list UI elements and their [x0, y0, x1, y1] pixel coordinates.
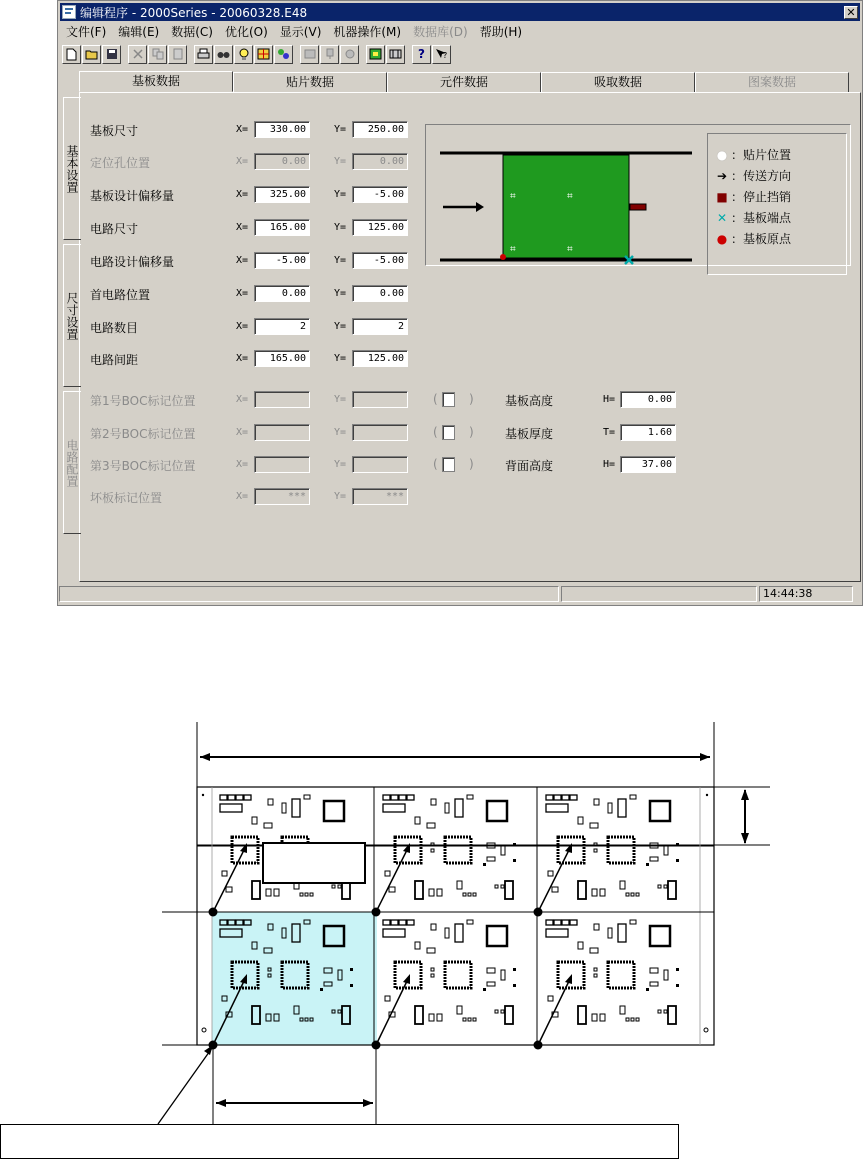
svg-text:?: ? — [443, 51, 448, 60]
nozzle-icon[interactable] — [320, 45, 339, 64]
board-rect — [503, 155, 629, 258]
row-label: 电路设计偏移量 — [90, 255, 175, 269]
app-icon — [62, 5, 76, 19]
caption-leader — [158, 1048, 212, 1124]
bar-icon[interactable] — [386, 45, 405, 64]
placement-mark: ⌗ — [510, 191, 516, 202]
paren-close: ) — [469, 392, 474, 406]
menu-edit[interactable]: 编辑(E) — [118, 24, 160, 39]
x-value-field[interactable] — [254, 391, 310, 408]
x-value-field[interactable]: 2 — [254, 318, 310, 335]
y-value-field[interactable]: -5.00 — [352, 252, 408, 269]
menu-optimize[interactable]: 优化(O) — [224, 24, 268, 39]
right-param-field[interactable]: 1.60 — [620, 424, 676, 441]
menu-database[interactable]: 数据库(D) — [413, 24, 468, 39]
open-folder-icon[interactable] — [82, 45, 101, 64]
legend-label: ：传送方向 — [731, 169, 792, 183]
row-label: 第3号BOC标记位置 — [90, 459, 196, 473]
copy-icon[interactable] — [148, 45, 167, 64]
cut-icon[interactable] — [128, 45, 147, 64]
paste-icon[interactable] — [168, 45, 187, 64]
y-value-field[interactable]: -5.00 — [352, 186, 408, 203]
y-prefix-label: Y= — [334, 222, 347, 233]
paren-close: ) — [469, 457, 474, 471]
placement-dot-icon: ● — [716, 147, 728, 162]
y-prefix-label: Y= — [334, 156, 347, 167]
paren-open: ( — [433, 425, 438, 439]
row-label: 第1号BOC标记位置 — [90, 394, 196, 408]
paren-open: ( — [433, 457, 438, 471]
x-value-field[interactable]: 330.00 — [254, 121, 310, 138]
x-prefix-label: X= — [236, 321, 249, 332]
legend-label: ：停止挡销 — [731, 190, 792, 204]
y-value-field[interactable]: 125.00 — [352, 219, 408, 236]
endpoint-x-icon: ✕ — [716, 210, 728, 225]
x-prefix-label: X= — [236, 156, 249, 167]
x-prefix-label: X= — [236, 189, 249, 200]
x-value-field[interactable]: 165.00 — [254, 350, 310, 367]
paren-open: ( — [433, 392, 438, 406]
x-value-field[interactable] — [254, 456, 310, 473]
side-tab-circuit[interactable]: 电路配置 — [63, 391, 81, 534]
x-prefix-label: X= — [236, 124, 249, 135]
context-help-icon[interactable] — [432, 45, 451, 64]
status-pane-main — [59, 586, 559, 602]
legend-origin — [716, 230, 791, 247]
toolbar — [60, 42, 860, 66]
grid-icon[interactable] — [254, 45, 273, 64]
placement-mark: ⌗ — [567, 244, 573, 255]
window-title: 编辑程序 - 2000Series - 20060328.E48 — [80, 5, 308, 20]
caption-box-empty — [0, 1124, 679, 1159]
help-icon[interactable]: ? — [412, 45, 431, 64]
menu-machine[interactable]: 机器操作(M) — [333, 24, 402, 39]
new-file-icon[interactable] — [62, 45, 81, 64]
x-prefix-label: X= — [236, 427, 249, 438]
menu-bar — [60, 22, 860, 40]
origin-dot-icon: ● — [716, 231, 728, 246]
right-param-label: 背面高度 — [505, 459, 554, 473]
legend-placement — [716, 146, 791, 163]
tab-pattern-data[interactable]: 图案数据 — [695, 72, 849, 92]
y-prefix-label: Y= — [334, 491, 347, 502]
x-value-field[interactable] — [254, 424, 310, 441]
first-circuit-highlight — [212, 912, 377, 1045]
x-prefix-label: X= — [236, 459, 249, 470]
binoculars-icon[interactable] — [214, 45, 233, 64]
legend-direction — [716, 167, 791, 184]
y-value-field[interactable]: 125.00 — [352, 350, 408, 367]
right-param-prefix: H= — [603, 459, 616, 470]
close-button[interactable]: ✕ — [844, 6, 858, 19]
y-value-field[interactable]: *** — [352, 488, 408, 505]
board-origin — [500, 254, 506, 260]
row-label: 首电路位置 — [90, 288, 151, 302]
right-param-field[interactable]: 0.00 — [620, 391, 676, 408]
y-prefix-label: Y= — [334, 255, 347, 266]
y-prefix-label: Y= — [334, 394, 347, 405]
placement-mark: ⌗ — [510, 244, 516, 255]
legend-label: ：基板端点 — [731, 211, 792, 225]
stopper-square-icon: ■ — [716, 189, 728, 204]
panel-layout-figure — [0, 718, 865, 1161]
diagram-legend — [707, 133, 847, 275]
row-label: 电路尺寸 — [90, 222, 139, 236]
y-prefix-label: Y= — [334, 189, 347, 200]
print-icon[interactable] — [194, 45, 213, 64]
legend-endpoint — [716, 209, 791, 226]
x-prefix-label: X= — [236, 288, 249, 299]
menu-help[interactable]: 帮助(H) — [479, 24, 523, 39]
right-param-prefix: T= — [603, 427, 616, 438]
x-value-field[interactable]: 0.00 — [254, 153, 310, 170]
y-value-field[interactable]: 2 — [352, 318, 408, 335]
tab-component-data[interactable]: 元件数据 — [387, 72, 541, 92]
boc-enable-checkbox[interactable] — [442, 425, 455, 440]
x-prefix-label: X= — [236, 394, 249, 405]
boc-enable-checkbox[interactable] — [442, 457, 455, 472]
tab-strip — [79, 72, 849, 92]
title-bar — [60, 3, 860, 21]
right-param-label: 基板厚度 — [505, 427, 554, 441]
boc-enable-checkbox[interactable] — [442, 392, 455, 407]
side-tab-size[interactable]: 尺寸设置 — [63, 244, 81, 387]
y-value-field[interactable]: 0.00 — [352, 153, 408, 170]
status-pane-mid — [561, 586, 757, 602]
camera-icon[interactable] — [340, 45, 359, 64]
arrow-right-icon: ➔ — [716, 168, 728, 183]
menu-file[interactable]: 文件(F) — [66, 24, 107, 39]
legend-stopper — [716, 188, 791, 205]
right-param-prefix: H= — [603, 394, 616, 405]
board-icon[interactable] — [366, 45, 385, 64]
y-prefix-label: Y= — [334, 288, 347, 299]
side-tab-basic[interactable]: 基本设置 — [63, 97, 81, 240]
status-time: 14:44:38 — [759, 586, 853, 602]
x-value-field[interactable]: *** — [254, 488, 310, 505]
feeder-icon[interactable] — [300, 45, 319, 64]
legend-label: ：贴片位置 — [731, 148, 792, 162]
right-param-field[interactable]: 37.00 — [620, 456, 676, 473]
row-label: 定位孔位置 — [90, 156, 151, 170]
label-box-empty — [262, 842, 366, 884]
y-value-field[interactable] — [352, 456, 408, 473]
y-prefix-label: Y= — [334, 353, 347, 364]
placement-mark: ⌗ — [567, 191, 573, 202]
bulb-icon[interactable] — [234, 45, 253, 64]
x-value-field[interactable]: 165.00 — [254, 219, 310, 236]
legend-label: ：基板原点 — [731, 232, 792, 246]
y-prefix-label: Y= — [334, 459, 347, 470]
menu-data[interactable]: 数据(C) — [171, 24, 213, 39]
component-icon[interactable] — [274, 45, 293, 64]
y-value-field[interactable]: 250.00 — [352, 121, 408, 138]
row-label: 第2号BOC标记位置 — [90, 427, 196, 441]
stopper-pin — [630, 204, 646, 210]
save-icon[interactable] — [102, 45, 121, 64]
status-bar — [59, 586, 861, 604]
row-label: 电路数目 — [90, 321, 139, 335]
y-prefix-label: Y= — [334, 124, 347, 135]
right-param-label: 基板高度 — [505, 394, 554, 408]
x-prefix-label: X= — [236, 491, 249, 502]
y-value-field[interactable]: 0.00 — [352, 285, 408, 302]
x-value-field[interactable]: 0.00 — [254, 285, 310, 302]
x-value-field[interactable]: -5.00 — [254, 252, 310, 269]
row-label: 电路间距 — [90, 353, 139, 367]
x-prefix-label: X= — [236, 222, 249, 233]
row-label: 基板尺寸 — [90, 124, 139, 138]
y-value-field[interactable] — [352, 391, 408, 408]
paren-close: ) — [469, 425, 474, 439]
x-prefix-label: X= — [236, 353, 249, 364]
transport-arrowhead — [476, 202, 484, 212]
tab-board-data[interactable]: 基板数据 — [79, 71, 233, 92]
y-prefix-label: Y= — [334, 321, 347, 332]
y-prefix-label: Y= — [334, 427, 347, 438]
tab-pickup-data[interactable]: 吸取数据 — [541, 72, 695, 92]
x-value-field[interactable]: 325.00 — [254, 186, 310, 203]
row-label: 坏板标记位置 — [90, 491, 163, 505]
menu-view[interactable]: 显示(V) — [279, 24, 322, 39]
row-label: 基板设计偏移量 — [90, 189, 175, 203]
x-prefix-label: X= — [236, 255, 249, 266]
tab-placement-data[interactable]: 贴片数据 — [233, 72, 387, 92]
y-value-field[interactable] — [352, 424, 408, 441]
